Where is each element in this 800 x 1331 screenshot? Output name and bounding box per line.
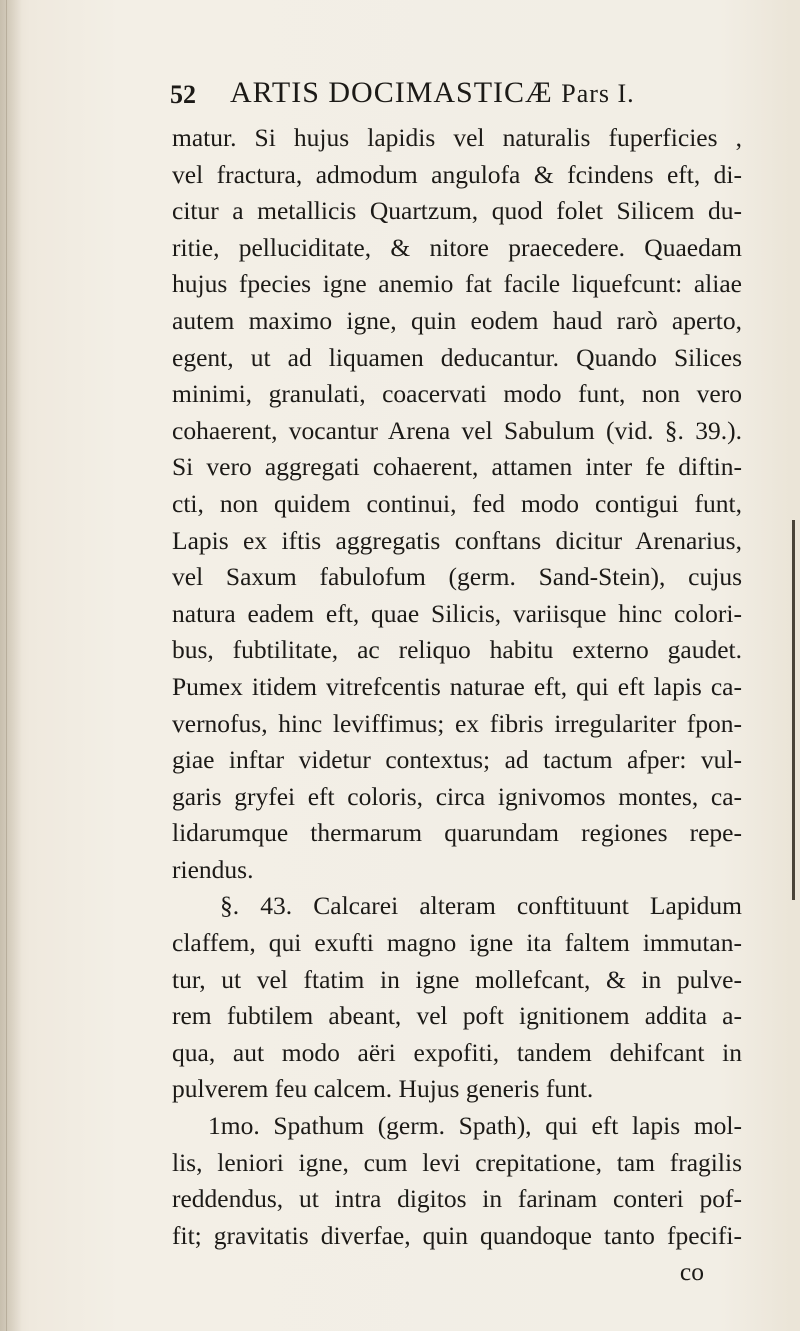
text-line: hujus fpecies igne anemio fat facile liquefcunt: aliae xyxy=(172,269,742,299)
text-line: vel Saxum fabulofum (germ. Sand-Stein), cujus xyxy=(172,562,742,592)
text-line: matur. Si hujus lapidis vel naturalis fuperficies , xyxy=(172,123,742,152)
catchword: co xyxy=(679,1257,704,1287)
body-text xyxy=(172,120,742,1291)
text-line: vel fractura, admodum angulofa & fcindens eft, di- xyxy=(172,159,742,189)
text-line: garis gryfei eft coloris, circa ignivomos montes, ca- xyxy=(172,781,742,811)
text-line: lis, leniori igne, cum levi crepitatione, tam fragilis xyxy=(172,1147,742,1177)
text-line: riendus. xyxy=(172,854,254,884)
text-line: qua, aut modo aëri expofiti, tandem dehifcant in xyxy=(172,1037,742,1067)
pars-label: Pars I. xyxy=(561,79,635,108)
text-line: egent, ut ad liquamen deducantur. Quando Silices xyxy=(172,342,742,372)
text-line: lidarumque thermarum quarundam regiones repe- xyxy=(172,818,742,848)
section-heading-line: §. 43. Calcarei alteram conftituunt Lapidum xyxy=(220,891,742,921)
text-line: natura eadem eft, quae Silicis, variisque hinc colori- xyxy=(172,598,742,628)
text-line: fit; gravitatis diverfae, quin quandoque tanto fpecifi- xyxy=(172,1220,742,1250)
text-line: citur a metallicis Quartzum, quod folet Silicem du- xyxy=(172,196,742,226)
text-line: cohaerent, vocantur Arena vel Sabulum (vid. §. 39.). xyxy=(172,415,742,445)
gutter-line xyxy=(792,520,795,900)
text-line: tur, ut vel ftatim in igne mollefcant, & in pulve- xyxy=(172,964,742,994)
text-line: Lapis ex iftis aggregatis conftans dicitur Arenarius, xyxy=(172,525,742,555)
running-title xyxy=(230,76,635,110)
text-line: reddendus, ut intra digitos in farinam conteri pof- xyxy=(172,1184,742,1214)
page-edge-line xyxy=(6,0,7,1331)
text-line: Si vero aggregati cohaerent, attamen inter fe diftin- xyxy=(172,452,742,482)
text-line: pulverem feu calcem. Hujus generis funt. xyxy=(172,1074,594,1104)
text-line: Pumex itidem vitrefcentis naturae eft, qui eft lapis ca- xyxy=(172,671,742,701)
binding-shadow xyxy=(0,0,22,1331)
text-line: vernofus, hinc leviffimus; ex fibris irregulariter fpon- xyxy=(172,708,742,738)
text-line: minimi, granulati, coacervati modo funt, non vero xyxy=(172,379,742,409)
text-line: claffem, qui exufti magno igne ita faltem immutan- xyxy=(172,928,742,958)
list-item-line: 1mo. Spathum (germ. Spath), qui eft lapis mol- xyxy=(208,1111,742,1141)
page-number: 52 xyxy=(170,80,196,109)
running-title-text: ARTIS DOCIMASTICÆ xyxy=(230,76,553,109)
text-line: cti, non quidem continui, fed modo contigui funt, xyxy=(172,488,742,518)
text-line: autem maximo igne, quin eodem haud rarò aperto, xyxy=(172,305,742,335)
text-line: ritie, pelluciditate, & nitore praecedere. Quaedam xyxy=(172,232,742,262)
text-line: bus, fubtilitate, ac reliquo habitu externo gaudet. xyxy=(172,635,742,665)
text-line: giae inftar videtur contextus; ad tactum afper: vul- xyxy=(172,745,742,775)
text-line: rem fubtilem abeant, vel poft ignitionem addita a- xyxy=(172,1001,742,1031)
running-header xyxy=(170,68,730,118)
